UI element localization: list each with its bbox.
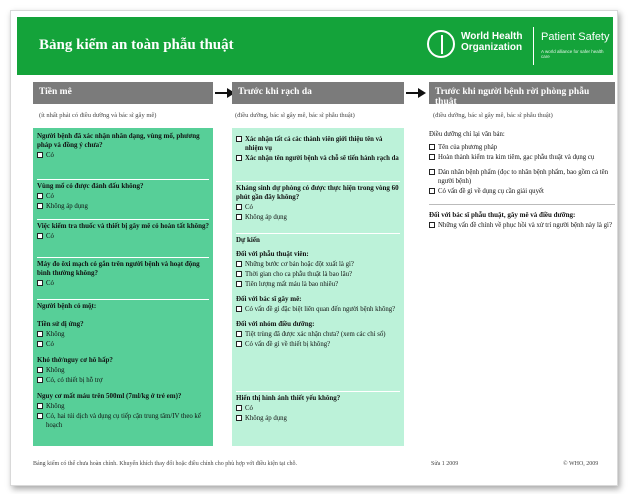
checkbox[interactable] [429, 154, 435, 160]
org-name: World Health Organization [461, 31, 523, 53]
option-label: Dán nhãn bệnh phẩm (đọc to nhãn bệnh phẩm, bao gồm cả tên người bệnh) [438, 169, 609, 185]
option-row [429, 143, 615, 152]
sign-out-column [429, 128, 615, 230]
checkbox[interactable] [236, 306, 242, 312]
question: Khó thở/nguy cơ hô hấp? [37, 356, 113, 364]
time-out-column [232, 128, 404, 446]
checkbox[interactable] [429, 188, 435, 194]
oximeter-section [37, 260, 209, 300]
question: Vùng mổ có được đánh dấu không? [37, 182, 144, 190]
option-label: Có [46, 341, 54, 348]
option-row [37, 366, 209, 375]
option-label: Có [245, 405, 253, 412]
team-confirm-section [236, 134, 400, 182]
footer-revision: Sửa 1 2009 [431, 461, 459, 467]
option-row [37, 412, 209, 430]
phase-sign-out-subtitle: (điều dưỡng, bác sĩ gây mê, bác sĩ phẫu thuật) [433, 112, 553, 119]
patient-risk-section [37, 302, 209, 442]
identity-section [37, 132, 209, 180]
option-label: Không áp dụng [245, 415, 287, 422]
checkbox[interactable] [429, 222, 435, 228]
option-row [37, 340, 209, 349]
option-label: Không [46, 367, 65, 374]
checkbox[interactable] [236, 331, 242, 337]
checkbox[interactable] [236, 341, 242, 347]
checkbox[interactable] [37, 203, 43, 209]
option-label: Những bước cơ bản hoặc đột xuất là gì? [245, 261, 354, 268]
option-row [236, 404, 400, 413]
option-label: Tên của phương pháp [438, 144, 498, 151]
question: Hiển thị hình ảnh thiết yếu không? [236, 394, 341, 402]
footer-copyright: © WHO, 2009 [563, 461, 599, 467]
option-row [236, 213, 400, 222]
checkbox[interactable] [37, 403, 43, 409]
page-title: Bảng kiểm an toàn phẫu thuật [39, 37, 234, 53]
option-row [236, 260, 400, 269]
checkbox[interactable] [37, 367, 43, 373]
option-row [236, 203, 400, 212]
program-name: Patient Safety [541, 31, 610, 43]
option-row [429, 187, 615, 196]
option-row [37, 279, 209, 288]
checklist-page [10, 10, 618, 486]
checkbox[interactable] [236, 204, 242, 210]
anticipated-events-section [236, 236, 400, 392]
checkbox[interactable] [37, 413, 43, 419]
option-row [236, 340, 400, 349]
question: Người bệnh có mộ̣t: [37, 302, 97, 310]
checkbox[interactable] [429, 169, 435, 175]
option-row [236, 414, 400, 423]
checkbox[interactable] [37, 280, 43, 286]
option-label: Có [245, 204, 253, 211]
option-row [429, 153, 615, 162]
phase-time-out: Trước khi rạch da [232, 82, 404, 104]
who-logo-icon [427, 30, 455, 58]
checkbox[interactable] [236, 281, 242, 287]
option-label: Không áp dụng [46, 203, 88, 210]
option-label: Có vấn đề gì về dụng cụ cần giải quyết [438, 188, 544, 195]
question: Người bệnh đã xác nhận nhân dạng, vùng mổ, phương pháp và đồng ý chưa? [37, 132, 200, 149]
checkbox[interactable] [37, 377, 43, 383]
option-row [37, 232, 209, 241]
checkbox[interactable] [37, 193, 43, 199]
question: Kháng sinh dự phòng có được thực hiện trong vòng 60 phút gần đây không? [236, 184, 399, 201]
question: Điều dưỡng chỉ lại văn bản: [429, 131, 505, 138]
option-label: Tiệt trùng đã được xác nhận chưa? (xem các chỉ số) [245, 331, 386, 338]
option-row [236, 135, 400, 153]
question: Đối với bác sĩ phẫu thuật, gây mê và điều dưỡng: [429, 211, 576, 219]
question: Nguy cơ mất máu trên 500ml (7ml/kg ở trẻ em)? [37, 392, 182, 400]
option-row [37, 402, 209, 411]
site-marked-section [37, 182, 209, 220]
option-row [37, 376, 209, 385]
checkbox[interactable] [236, 261, 242, 267]
option-label: Hoàn thành kiểm tra kim tiêm, gạc phẫu thuật và dụng cụ [438, 154, 595, 161]
footer-note: Bảng kiểm có thể chưa hoàn chỉnh. Khuyến khích thay đổi hoặc điều chỉnh cho phù hợp với điều kiện tại chỗ. [33, 461, 298, 467]
option-row [236, 154, 400, 163]
option-row [37, 151, 209, 160]
option-row [236, 280, 400, 289]
option-label: Có [46, 233, 54, 240]
option-label: Có [46, 193, 54, 200]
checkbox[interactable] [37, 233, 43, 239]
imaging-section [236, 394, 400, 442]
phase-sign-in-subtitle: (ít nhất phải có điều dưỡng và bác sĩ gây mê) [39, 112, 157, 119]
checkbox[interactable] [236, 155, 242, 161]
sign-in-column [33, 128, 213, 446]
program-tagline: A world alliance for safer health care [541, 49, 604, 59]
phase-sign-out: Trước khi người bệnh rời phòng phẫu thuật [429, 82, 615, 104]
question: Máy đo ôxi mạch có gắn trên người bệnh và hoạt động bình thường không? [37, 260, 200, 277]
phase-sign-in: Tiền mê [33, 82, 213, 104]
checkbox[interactable] [236, 405, 242, 411]
question: Đối với phẫu thuật viên: [236, 250, 309, 258]
option-label: Tiên lượng mất máu là bao nhiêu? [245, 281, 339, 288]
option-row [429, 221, 615, 230]
checkbox[interactable] [236, 415, 242, 421]
option-label: Có [46, 280, 54, 287]
checkbox[interactable] [429, 144, 435, 150]
option-label: Xác nhận tên người bệnh và chỗ sẽ tiến hành rạch da [245, 155, 399, 162]
section-heading: Dự kiến [236, 236, 260, 244]
option-label: Không [46, 331, 65, 338]
header-divider [533, 27, 534, 65]
option-row [37, 330, 209, 339]
question: Đối với nhóm điều dưỡng: [236, 320, 315, 328]
option-label: Thời gian cho ca phẫu thuật là bao lâu? [245, 271, 353, 278]
option-label: Không áp dụng [245, 214, 287, 221]
phase-time-out-subtitle: (điều dưỡng, bác sĩ gây mê, bác sĩ phẫu thuật) [235, 112, 355, 119]
option-label: Có vấn đề gì đặc biệt liên quan đến người bệnh không? [245, 306, 396, 313]
option-label: Có, có thiết bị hỗ trợ [46, 377, 103, 384]
option-label: Có [46, 152, 54, 159]
checkbox[interactable] [236, 136, 242, 142]
option-label: Xác nhận tất cả các thành viên giới thiệu tên và nhiệm vụ [245, 136, 383, 152]
option-row [37, 202, 209, 211]
option-row [236, 270, 400, 279]
checkbox[interactable] [236, 214, 242, 220]
question: Đối với bác sĩ gây mê: [236, 295, 302, 303]
checkbox[interactable] [37, 331, 43, 337]
header-banner [17, 17, 613, 75]
checkbox[interactable] [236, 271, 242, 277]
option-label: Có, hai túi dịch và dụng cụ tiếp cận trung tâm/IV theo kế hoạch [46, 413, 201, 429]
antibiotic-section [236, 184, 400, 234]
checkbox[interactable] [37, 152, 43, 158]
option-label: Những vấn đề chính về phục hồi và xử trí người bệnh này là gì? [438, 222, 612, 229]
divider [429, 204, 615, 205]
anaesthesia-check-section [37, 222, 209, 258]
option-row [236, 305, 400, 314]
option-label: Có vấn đề gì về thiết bị không? [245, 341, 331, 348]
arrow-right-icon [406, 87, 426, 99]
option-row [429, 168, 615, 186]
option-label: Không [46, 403, 65, 410]
question: Tiền sử dị ứng? [37, 320, 84, 328]
option-row [37, 192, 209, 201]
option-row [236, 330, 400, 339]
checkbox[interactable] [37, 341, 43, 347]
question: Việc kiểm tra thuốc và thiết bị gây mê có hoàn tất không? [37, 222, 210, 230]
